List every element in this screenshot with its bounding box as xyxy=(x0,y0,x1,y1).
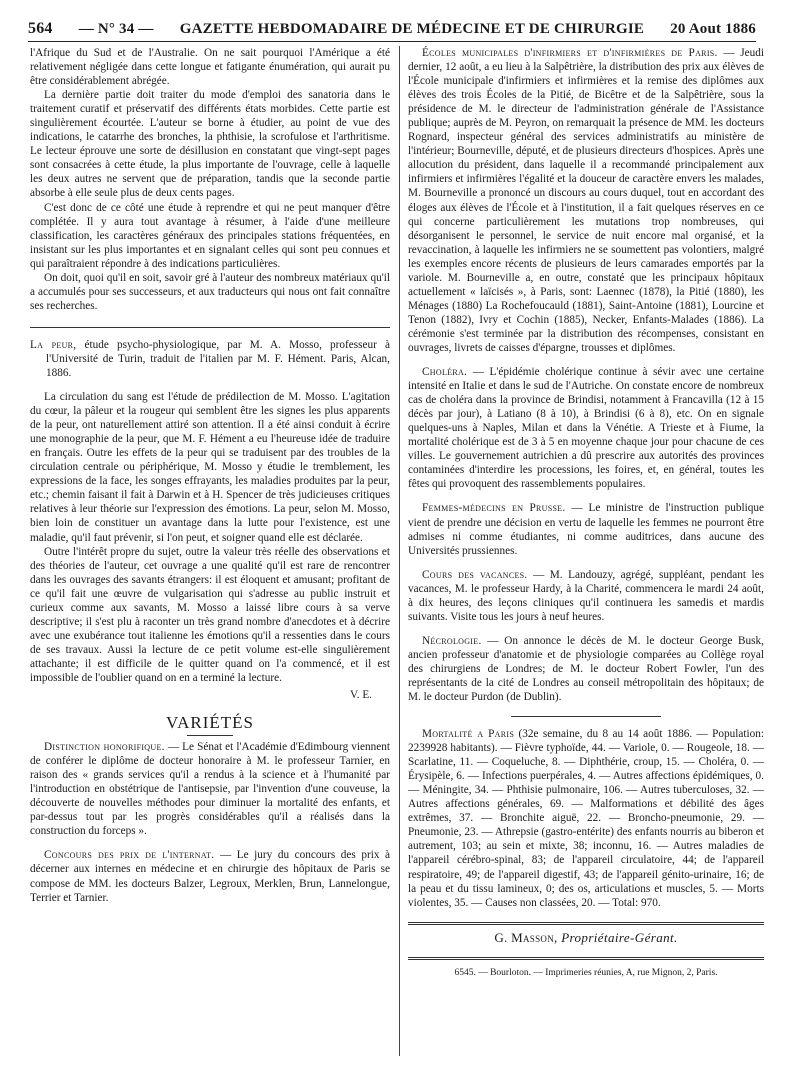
double-rule xyxy=(408,922,764,925)
news-femmes xyxy=(408,501,764,557)
separator-rule xyxy=(511,716,661,717)
issue-date: 20 Aout 1886 xyxy=(670,21,756,37)
news-ecoles-heading: Écoles municipales d'infirmiers et d'infirmières de Paris. xyxy=(422,47,718,59)
review-signature: V. E. xyxy=(350,689,372,702)
right-column xyxy=(408,46,764,980)
publisher-line xyxy=(408,931,764,945)
publisher-name: G. Masson, xyxy=(494,929,558,945)
review2-paragraph: Outre l'intérêt propre du sujet, outre la valeur très réelle des observations et des théories de l'auteur, cet ouvrage a une qualité qu'il est rare de rencontrer dans les ouvrages des savants étrangers: il est éloquent et amusant; profitant de ce qu'il fait une œuvre de vulgarisation qui s'adresse au public instruit et curieux comme aux savants, M. Mosso a laissé libre cours à sa verve descriptive; il s'est plu à raconter un très grand nombre d'anecdotes et à décrire avec une exubérance tout italienne les émotions qu'il a ressenties dans le cours de ses travaux. Aussi la lecture de ce petit volume est-elle singulièrement attachante; il est difficile de le quitter quand on l'a commencé, et il est impossible de l'oublier quand on en a terminé la lecture. xyxy=(30,545,390,684)
news-cours xyxy=(408,568,764,624)
review1-paragraph: l'Afrique du Sud et de l'Australie. On ne sait pourquoi l'Amérique a été relativement négligée dans cette longue et fatigante énumération, qui aurait pu être considérablement abrégée. xyxy=(30,47,390,88)
news-mortalite xyxy=(408,727,764,910)
column-divider xyxy=(399,46,400,1056)
printer-imprint: 6545. — Bourloton. — Imprimeries réunies, A, rue Mignon, 2, Paris. xyxy=(454,967,718,978)
double-rule xyxy=(408,957,764,960)
separator-rule xyxy=(30,327,390,328)
news-cholera-heading: Choléra. xyxy=(422,366,468,379)
news-ecoles xyxy=(408,46,764,355)
news-necrologie-text: — On annonce le décès de M. le docteur George Busk, ancien professeur d'anatomie et de physiologie comparées au Collège royal des chirurgiens de Londres; de M. le docteur Robert Fowler, l'un des représentants de la cité de Londres au conseil métropolitain des hôpitaux; de M. le docteur Purdon (de Dublin). xyxy=(408,634,764,704)
review2-paragraph: La circulation du sang est l'étude de prédilection de M. Mosso. L'agitation du cœur, la pâleur et la rougeur qui semblent être les signes les plus apparents de la peur, ont naturellement attiré son attention. Il a été ainsi conduit à écrire une monographie de la peur, que M. F. Hément a eu l'heureuse idée de traduire en français. Outre les effets de la peur qui se traduisent par des troubles de la circulation centrale ou périphérique, M. Mosso y étudie le tremblement, les expressions de la face, les songes effrayants, les maladies produites par la peur, etc.; chemin faisant il fait à Darwin et à H. Spencer de très judicieuses critiques relatives à leur théorie sur l'expression des émotions. La peur, selon M. Mosso, bien loin de constituer un avantage dans la lutte pour l'existence, est une maladie, qu'il faut prévenir, si l'on peut, et soigner quand elle est déclarée. xyxy=(30,391,390,544)
review2-title-caps: La peur, xyxy=(30,338,77,351)
news-necrologie-heading: Nécrologie. xyxy=(422,634,482,647)
news-mortalite-text: (32e semaine, du 8 au 14 août 1886. — Population: 2239928 habitants). — Fièvre typhoïde, 44. — Variole, 0. — Rougeole, 18. — Scarlatine, 11. — Coqueluche, 8. — Diphthérie, croup, 15. — Choléra, 0. — Érysipèle, 6. — Infections puerpérales, 4. — Autres affections épidémiques, 0. — Méningite, 34. — Phthisie pulmonaire, 106. — Autres tuberculoses, 32. — Autres affections générales, 69. — Malformations et débilité des âges extrêmes, 37. — Bronchite aiguë, 22. — Broncho-pneumonie, 29. — Pneumonie, 23. — Athrepsie (gastro-entérite) des enfants nourris au biberon et autrement, 103; au sein et mixte, 38; inconnu, 16. — Autres maladies de l'appareil cérébro-spinal, 83; de l'appareil circulatoire, 44; de l'appareil respiratoire, 49; de l'appareil digestif, 43; de l'appareil génito-urinaire, 16; de la peau et du tissu lamineux, 0; des os, articulations et muscles, 5. — Morts violentes, 35. — Causes non classées, 20. — Total: 970. xyxy=(408,728,764,909)
news-concours-heading: Concours des prix de l'internat. xyxy=(44,849,215,862)
section-title-varietes: VARIÉTÉS xyxy=(30,716,390,736)
news-cholera xyxy=(408,365,764,491)
news-concours-text: — Le jury du concours des prix à décerner aux internes en médecine et en chirurgie des hôpitaux de Paris se compose de MM. les docteurs Balzer, Legroux, Merklen, Brun, Lannelongue, Terrier et Tarnier. xyxy=(30,849,391,904)
news-cours-text: — M. Landouzy, agrégé, suppléant, pendant les vacances, M. le professeur Hardy, à la Charité, commencera le mardi 24 août, à dix heures, des leçons cliniques qu'il continuera les samedis et mardis suivants. Visite tous les jours à neuf heures. xyxy=(408,568,764,623)
page-header xyxy=(28,12,756,42)
news-femmes-text: — Le ministre de l'instruction publique vient de prendre une décision en vertu de laquelle les femmes ne pourront être admises ni comme étudiantes, ni comme auditrices, dans aucune des Universités prussiennes. xyxy=(408,502,765,557)
news-ecoles-text: — Jeudi dernier, 12 août, a eu lieu à la Salpêtrière, la distribution des prix aux élèves de l'École municipale d'infirmiers et infirmières et la remise des diplômes aux élèves des trois Écoles de la Pitié, de Bicêtre et de la Salpêtrière, sous la présidence de M. le directeur de l'administration générale de l'Assistance publique; auprès de M. Peyron, on remarquait la présence de MM. les docteurs Rognard, inspecteur général des services administratifs au ministère de l'intérieur; Bourneville, député, et de plusieurs directeurs d'hospices. Après une allocution du président, dans laquelle il a recommandé principalement aux infirmiers et infirmières l'égalité et la douceur de caractère envers les malades, M. Bourneville a prononcé un discours au cours duquel, tout en accordant des éloges aux élèves de l'École et à l'institution, il a fait quelques réserves en ce qui concerne particulièrement les mutations trop nombreuses, qui désorganisent le personnel, le service de nuit encore mal organisé, et la revaccination, à laquelle les infirmiers ne se soumettent pas volontiers, malgré les exemples encore récents de plusieurs de leurs camarades emportés par la variole. M. Bourneville a, en outre, constaté que les principaux hôpitaux actuellement « laïcisés », à Paris, sont: Laennec (1878), la Pitié (1880), les Ménages (1880) La Rochefoucauld (1881), Saint-Antoine (1881), Lourcine et Tenon (1882), Ivry et Cochin (1885), Necker, Enfants-Malades (1886). La cérémonie s'est terminée par la distribution des récompenses, consistant en ouvrages, livrets de caisses d'épargne, trousses et diplômes. xyxy=(408,47,765,354)
left-column xyxy=(30,46,390,905)
review1-paragraph: C'est donc de ce côté une étude à reprendre et qui ne peut manquer d'être complétée. Il y aura tout avantage à résumer, à l'aide d'une meilleure classification, les caractères généraux des principales stations fréquentées, en insistant sur les plus importantes et en signalant celles qui sont peu connues et qui paraîtraient répondre à des indications particulières. xyxy=(30,201,390,270)
review1-paragraph: On doit, quoi qu'il en soit, savoir gré à l'auteur des nombreux matériaux qu'il a accumulés pour ses successeurs, et aux traducteurs qui nous ont fait connaître ses recherches. xyxy=(30,271,390,312)
journal-title: GAZETTE HEBDOMADAIRE DE MÉDECINE ET DE CHIRURGIE xyxy=(179,21,645,37)
news-cours-heading: Cours des vacances. xyxy=(422,568,528,581)
news-distinction xyxy=(30,740,390,838)
news-mortalite-heading: Mortalité a Paris xyxy=(422,728,515,741)
news-distinction-text: — Le Sénat et l'Académie d'Edimbourg viennent de conférer le diplôme de docteur honoraire à M. le professeur Tarnier, en raison des « grands services qu'il a rendus à la science et à l'humanité par l'introduction en obstétrique de l'antisepsie, par l'invention d'une couveuse, la découverte de nouvelles méthodes pour diminuer la mortalité des enfants, et par-dessus tout par les progrès considérables qu'il a réalisés dans la construction du forceps ». xyxy=(30,741,391,838)
review2-title xyxy=(30,338,390,380)
news-distinction-heading: Distinction honorifique. xyxy=(44,741,165,754)
news-cholera-text: — L'épidémie cholérique continue à sévir avec une certaine intensité en Italie et dans le sud de l'Autriche. On constate encore de nombreux cas de choléra dans la province de Brindisi, notamment à Francavilla (12 à 15 décès par jour), à Latiano (8 à 10), à Brindisi (6 à 8), etc. On en signale quelques-uns à Naples, Milan et dans la Vénétie. A Trieste et à Fiume, la mortalité cholérique est de 3 à 5 en moyenne chaque jour pour chacune de ces villes. Le gouvernement autrichien a dû prescrire aux autorités des provinces contaminées d'interdire les processions, les foires, et, en général, toutes les fêtes qui provoquent des rassemblements populaires. xyxy=(408,366,764,491)
issue-number: — N° 34 — xyxy=(78,21,154,37)
page-number: 564 xyxy=(28,20,53,37)
publisher-title: Propriétaire-Gérant. xyxy=(561,929,678,945)
review1-paragraph: La dernière partie doit traiter du mode d'emploi des sanatoria dans le traitement curatif et préservatif des différents états morbides. Cette partie est singulièrement écourtée. L'auteur se borne à étudier, au point de vue des indications, le catarrhe des bronches, la phthisie, la scrofulose et l'arthritisme. Le lecteur éprouve une sorte de désillusion en constatant que vingt-sept pages sont consacrées à cette étude, la plus importante de l'ouvrage, celle à laquelle les deux autres ne servent que de préparation, tandis que la seconde partie absorbe à elle seule plus de deux cents pages. xyxy=(30,89,390,200)
news-necrologie xyxy=(408,634,764,704)
news-femmes-heading: Femmes-médecins en Prusse. xyxy=(422,502,566,515)
news-concours xyxy=(30,848,390,904)
review2-title-rest: étude psycho-physiologique, par M. A. Mosso, professeur à l'Université de Turin, traduit de l'italien par M. F. Hément. Paris, Alcan, 1886. xyxy=(46,338,390,379)
